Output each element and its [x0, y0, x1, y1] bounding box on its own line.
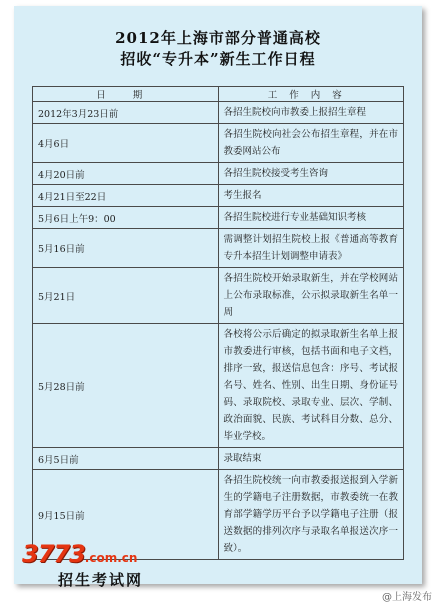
row-content: 各招生院校开始录取新生，并在学校网站上公布录取标准，公示拟录取新生名单一周: [218, 268, 404, 324]
row-content: 各招生院校统一向市教委报送报到入学新生的学籍电子注册数据，市教委统一在教育部学籍学历平台予以学籍电子注册（报送数据的排列次序与录取名单报送次序一致）。: [218, 470, 404, 560]
row-date: 5月16日前: [33, 229, 219, 268]
table-row: [33, 124, 404, 163]
table-row: [33, 185, 404, 207]
row-content: 各招生院校进行专业基础知识考核: [218, 207, 404, 229]
row-date: 4月20日前: [33, 163, 219, 185]
row-date: 4月6日: [33, 124, 219, 163]
row-date: 5月6日上午9：00: [33, 207, 219, 229]
row-content: 需调整计划招生院校上报《普通高等教育专升本招生计划调整申请表》: [218, 229, 404, 268]
table-row: [33, 207, 404, 229]
row-date: 5月28日前: [33, 324, 219, 448]
schedule-table: [32, 86, 404, 560]
row-content: 各招生院校接受考生咨询: [218, 163, 404, 185]
table-row: [33, 102, 404, 124]
row-content: 各招生院校向社会公布招生章程，并在市教委网站公布: [218, 124, 404, 163]
row-content: 录取结束: [218, 448, 404, 470]
table-row: [33, 324, 404, 448]
table-row: [33, 229, 404, 268]
page-subtitle: 招收“专升本”新生工作日程: [120, 50, 316, 68]
schedule-sheet: [14, 6, 422, 584]
table-header-row: [33, 87, 404, 102]
page-title: 2012年上海市部分普通高校: [115, 29, 321, 47]
row-date: 5月21日: [33, 268, 219, 324]
watermark: @上海发布: [382, 592, 432, 603]
logo-tagline: 招生考试网: [58, 571, 144, 589]
row-content: 各校将公示后确定的拟录取新生名单上报市教委进行审核，包括书面和电子文档，排序一致，报送信息包含：序号、考试报名号、姓名、性别、出生日期、身份证号码、录取院校、录取专业、层次、学制、政治面貌、民族、考试科目分数、总分、毕业学校。: [218, 324, 404, 448]
header-date: 日 期: [33, 87, 219, 102]
row-date: 9月15日前: [33, 470, 219, 560]
table-row: [33, 448, 404, 470]
table-row: [33, 268, 404, 324]
row-content: 各招生院校向市教委上报招生章程: [218, 102, 404, 124]
row-content: 考生报名: [218, 185, 404, 207]
table-row: [33, 163, 404, 185]
row-date: 6月5日前: [33, 448, 219, 470]
title-block: [14, 28, 422, 70]
header-content: 工作内容: [218, 87, 404, 102]
row-date: 4月21日至22日: [33, 185, 219, 207]
logo-number: 3773: [22, 540, 85, 568]
row-date: 2012年3月23日前: [33, 102, 219, 124]
logo-domain: .com.cn: [84, 551, 138, 565]
site-logo: [22, 540, 137, 568]
